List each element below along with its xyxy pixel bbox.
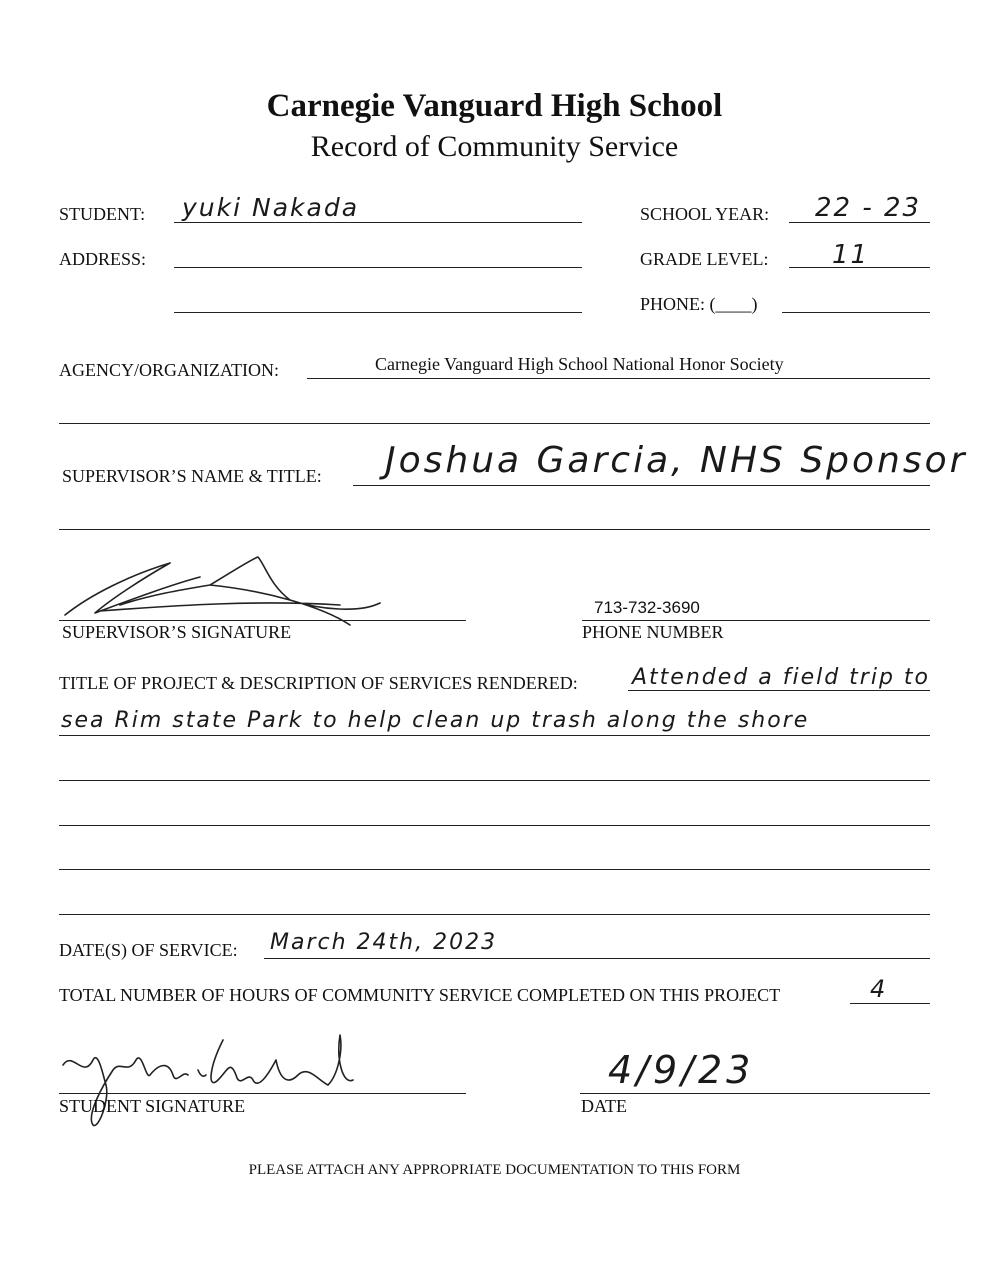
- agency-line: [307, 378, 930, 379]
- phone-label: PHONE: (____): [640, 294, 758, 314]
- project-line-6[interactable]: [59, 914, 930, 915]
- project-line-5[interactable]: [59, 869, 930, 870]
- date-handwritten[interactable]: 4/9/23: [608, 1048, 755, 1092]
- project-line-1: [628, 690, 930, 691]
- address-line-1[interactable]: [174, 267, 582, 268]
- hours-label: TOTAL NUMBER OF HOURS OF COMMUNITY SERVICE COMPLETED ON THIS PROJECT: [59, 985, 781, 1005]
- student-signature-line: [59, 1093, 466, 1094]
- supervisor-signature-label: SUPERVISOR’S SIGNATURE: [62, 622, 292, 642]
- project-line-4[interactable]: [59, 825, 930, 826]
- date-line: [580, 1093, 930, 1094]
- form-title: Record of Community Service: [310, 130, 679, 163]
- project-handwritten-line1[interactable]: Attended a field trip to: [632, 665, 931, 690]
- supervisor-phone-line: [582, 620, 930, 621]
- supervisor-name-line: [353, 485, 930, 486]
- address-line-2[interactable]: [174, 312, 582, 313]
- student-label: STUDENT:: [59, 204, 146, 224]
- agency-value[interactable]: Carnegie Vanguard High School National Honor Society: [375, 354, 784, 374]
- supervisor-name-line-2[interactable]: [59, 529, 930, 530]
- grade-level-label: GRADE LEVEL:: [640, 249, 769, 269]
- supervisor-signature-line: [59, 620, 466, 621]
- hours-line: [850, 1003, 930, 1004]
- supervisor-phone-label: PHONE NUMBER: [582, 622, 724, 642]
- hours-handwritten[interactable]: 4: [870, 975, 888, 1003]
- grade-level-handwritten[interactable]: 11: [832, 240, 870, 270]
- dates-label: DATE(S) OF SERVICE:: [59, 940, 238, 960]
- student-line: [174, 222, 582, 223]
- school-year-label: SCHOOL YEAR:: [640, 204, 770, 224]
- project-handwritten-line2[interactable]: sea Rim state Park to help clean up trash along the shore: [61, 708, 810, 733]
- agency-label: AGENCY/ORGANIZATION:: [59, 360, 279, 380]
- school-name: Carnegie Vanguard High School: [266, 88, 723, 124]
- supervisor-phone-value[interactable]: 713-732-3690: [594, 598, 700, 617]
- footer-note: PLEASE ATTACH ANY APPROPRIATE DOCUMENTATION TO THIS FORM: [248, 1162, 741, 1178]
- student-signature-label: STUDENT SIGNATURE: [59, 1096, 246, 1116]
- project-line-2: [59, 735, 930, 736]
- dates-handwritten[interactable]: March 24th, 2023: [270, 930, 498, 955]
- agency-line-2[interactable]: [59, 423, 930, 424]
- date-label: DATE: [581, 1096, 627, 1116]
- supervisor-name-handwritten[interactable]: Joshua Garcia, NHS Sponsor: [385, 440, 968, 481]
- address-label: ADDRESS:: [59, 249, 147, 269]
- dates-line: [264, 958, 930, 959]
- supervisor-name-label: SUPERVISOR’S NAME & TITLE:: [62, 466, 322, 486]
- project-label: TITLE OF PROJECT & DESCRIPTION OF SERVICES RENDERED:: [59, 673, 578, 693]
- student-name-handwritten[interactable]: yuki Nakada: [182, 193, 360, 222]
- student-signature-scribble[interactable]: [58, 1030, 368, 1135]
- school-year-handwritten[interactable]: 22 - 23: [815, 193, 922, 223]
- phone-line[interactable]: [782, 312, 930, 313]
- project-line-3[interactable]: [59, 780, 930, 781]
